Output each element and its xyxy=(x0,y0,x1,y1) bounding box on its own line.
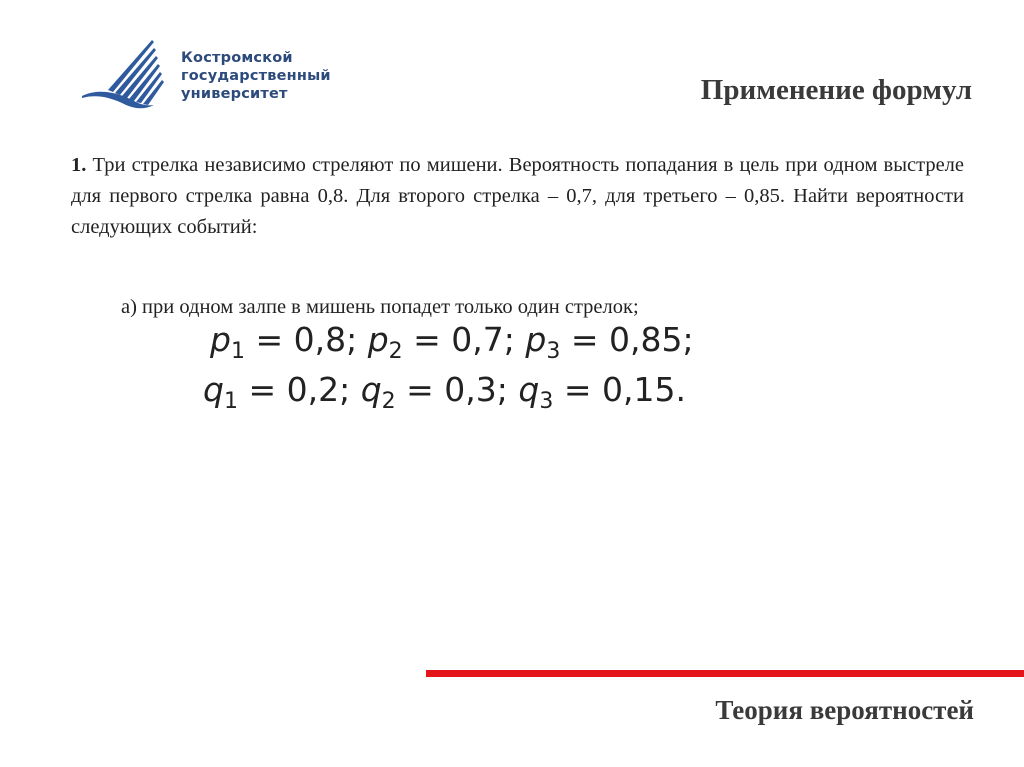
logo-line-3: университет xyxy=(181,86,288,102)
formula-p-values xyxy=(210,320,694,364)
problem-subitem-a: а) при одном залпе в мишень попадет только один стрелок; xyxy=(121,296,639,318)
formula-p1: $p_1 = 0,8$; xyxy=(210,320,358,364)
formula-p2: $p_2 = 0,7$; xyxy=(367,320,515,364)
problem-number: 1. xyxy=(71,154,87,176)
problem-statement xyxy=(71,150,964,243)
logo-line-2: государственный xyxy=(181,68,331,84)
slide-title: Применение формул xyxy=(700,74,972,106)
logo-line-1: Костромской xyxy=(181,50,293,66)
formula-q1: $q_1 = 0,2$; xyxy=(203,370,351,414)
footer-subject: Теория вероятностей xyxy=(715,695,974,725)
footer-accent-line xyxy=(426,670,1024,677)
university-wave-logo-icon xyxy=(78,32,178,117)
university-name xyxy=(181,49,331,103)
formula-q3: $q_3 = 0,15$. xyxy=(518,370,686,414)
formula-p3: $p_3 = 0,85$; xyxy=(525,320,694,364)
university-logo xyxy=(78,32,358,117)
formula-q-values xyxy=(203,370,686,414)
formula-q2: $q_2 = 0,3$; xyxy=(360,370,508,414)
problem-text: Три стрелка независимо стреляют по мишени. Вероятность попадания в цель при одном выстреле для первого стрелка равна 0,8. Для второго стрелка – 0,7, для третьего – 0,85. Найти вероятности следующих событий: xyxy=(71,154,964,238)
